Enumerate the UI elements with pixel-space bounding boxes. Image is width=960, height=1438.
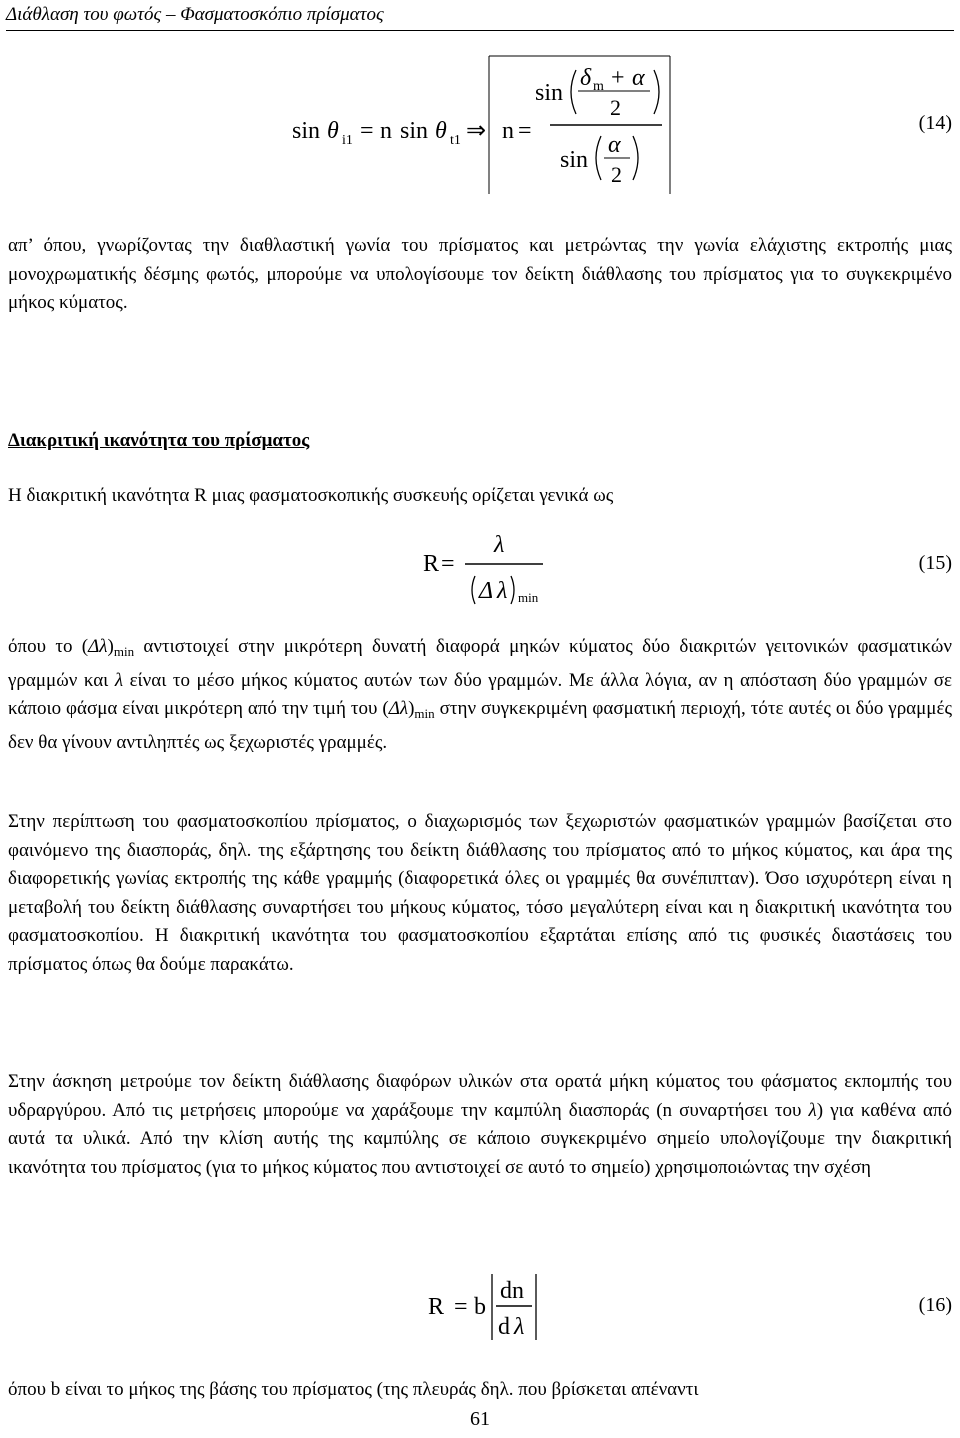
- eq14-alpha-1: α: [632, 65, 645, 91]
- p3-text-f: στην συγκεκριμένη φασματική περιοχή, τότε αυτές οι δύο γραμμές δεν θα γίνουν αντιληπτές ως ξεχωριστές γραμμές.: [8, 698, 953, 753]
- eq14-delta: δ: [580, 65, 592, 91]
- eq14-equals-1: =: [360, 118, 374, 144]
- equation-14: [280, 52, 700, 202]
- paragraph-2: Η διακριτική ικανότητα R μιας φασματοσκοπικής συσκευής ορίζεται γενικά ως: [8, 485, 614, 506]
- eq15-paren-left: [472, 576, 475, 604]
- p3-min-2: min: [414, 706, 435, 721]
- running-header: Διάθλαση του φωτός – Φασματοσκόπιο πρίσματος: [6, 4, 384, 25]
- eq15-paren-right: [511, 576, 514, 604]
- eq16-R: R: [428, 1294, 445, 1320]
- paragraph-3: [8, 633, 952, 757]
- eq15-R: R: [423, 551, 440, 577]
- equation-number-16: (16): [918, 1294, 952, 1316]
- eq15-Delta: Δ: [479, 578, 494, 604]
- eq14-alpha-2: α: [608, 132, 621, 158]
- eq14-sin-2: sin: [400, 118, 429, 144]
- p3-text-a: όπου το (: [8, 636, 89, 657]
- p3-lambda: λ: [114, 669, 124, 691]
- eq15-equals: =: [441, 551, 455, 577]
- eq14-num-sin: sin: [535, 80, 564, 106]
- eq14-plus: +: [611, 65, 625, 91]
- eq14-sin-1: sin: [292, 118, 321, 144]
- p3-delta-lambda-2: Δλ: [388, 698, 409, 719]
- eq14-n-2: n: [502, 118, 514, 144]
- eq14-num-paren-left: [571, 70, 576, 114]
- eq14-n-1: n: [380, 118, 392, 144]
- eq14-sub-t1: t1: [450, 133, 461, 148]
- eq14-equals-2: =: [518, 118, 532, 144]
- p3-text-c: αντιστοιχεί στην μικρότερη δυνατή διαφορά μηκών κύματος δύο διακριτών γειτονικών φασματικών γραμμών και: [8, 636, 952, 691]
- eq14-two-2: 2: [611, 162, 622, 187]
- equation-number-15: (15): [918, 552, 952, 574]
- p5-text-b: ) για καθένα από αυτά τα υλικά. Από την κλίση αυτής της καμπύλης σε κάποιο συγκεκριμένο σημείο υπολογίζουμε την διακριτική ικανότητα του πρίσματος (για το μήκος κύματος που αντιστοιχεί σε αυτό το σημείο) χρησιμοποιώντας την σχέση: [8, 1099, 952, 1178]
- eq14-implies: ⇒: [466, 118, 487, 144]
- section-heading: Διακριτική ικανότητα του πρίσματος: [8, 430, 310, 451]
- eq14-num-paren-right: [654, 70, 659, 114]
- eq16-equals: =: [454, 1294, 468, 1320]
- paragraph-6: όπου b είναι το μήκος της βάσης του πρίσματος (της πλευράς δηλ. που βρίσκεται απέναντι: [8, 1379, 699, 1400]
- eq14-theta-1: θ: [327, 118, 339, 144]
- p3-delta-lambda: Δλ: [88, 636, 108, 657]
- eq16-lambda: λ: [514, 1314, 525, 1340]
- equation-16: [420, 1268, 560, 1348]
- eq15-sub-min: min: [518, 590, 539, 605]
- eq14-theta-2: θ: [435, 118, 447, 144]
- eq14-sub-m: m: [593, 79, 604, 94]
- equation-number-14: (14): [918, 112, 952, 134]
- p3-text-e: ): [408, 698, 415, 719]
- eq16-d: d: [498, 1314, 510, 1340]
- p5-lambda: λ: [808, 1099, 817, 1121]
- paragraph-1: απ’ όπου, γνωρίζοντας την διαθλαστική γωνία του πρίσματος και μετρώντας την γωνία ελάχιστης εκτροπής μιας μονοχρωματικής δέσμης φωτός, μπορούμε να υπολογίσουμε τον δείκτη διάθλασης του πρίσματος για το συγκεκριμένο μήκος κύματος.: [8, 235, 952, 313]
- eq16-dn: dn: [500, 1278, 524, 1304]
- eq15-lambda-2: λ: [497, 578, 508, 604]
- p5-text-a: Στην άσκηση μετρούμε τον δείκτη διάθλασης διαφόρων υλικών στα ορατά μήκη κύματος του φάσματος εκπομπής του υδραργύρου. Από τις μετρήσεις μπορούμε να χαράξουμε την καμπύλη διασποράς (n συναρτήσει του: [8, 1071, 952, 1121]
- eq14-den-paren-left: [596, 136, 601, 180]
- eq16-b: b: [474, 1294, 486, 1320]
- eq14-sub-i1: i1: [342, 133, 353, 148]
- paragraph-4: Στην περίπτωση του φασματοσκοπίου πρίσματος, ο διαχωρισμός των ξεχωριστών φασματικών γραμμών βασίζεται στο φαινόμενο της διασποράς, δηλ. της εξάρτησης του δείκτη διάθλασης του πρίσματος από το μήκος κύματος, και άρα της διαφορετικής γωνίας εκτροπής της κάθε γραμμής (διαφορετικά όλες οι γραμμές θα συνέπιπταν). Όσο ισχυρότερη είναι η μεταβολή του δείκτη διάθλασης συναρτήσει του μήκους κύματος, τόσο μεγαλύτερη είναι και η διακριτική ικανότητα του φασματοσκοπίου. Η διακριτική ικανότητα του φασματοσκοπίου εξαρτάται επίσης από τις φυσικές διαστάσεις του πρίσματος όπως θα δούμε παρακάτω.: [8, 811, 952, 975]
- p3-text-b: ): [107, 636, 114, 657]
- page-number: 61: [470, 1408, 490, 1430]
- paragraph-5: [8, 1068, 952, 1182]
- eq15-lambda: λ: [494, 532, 505, 558]
- eq14-den-paren-right: [633, 136, 638, 180]
- p3-min: min: [113, 644, 135, 659]
- p3-text-d: είναι το μέσο μήκος κύματος αυτών των δύο γραμμών. Με άλλα λόγια, αν η απόσταση δύο γραμμών σε κάποιο φάσμα είναι μικρότερη από την τιμή του (: [8, 669, 952, 719]
- equation-15: [415, 528, 565, 608]
- eq14-two-1: 2: [610, 95, 621, 120]
- eq14-den-sin: sin: [560, 147, 589, 173]
- header-rule: [6, 30, 954, 31]
